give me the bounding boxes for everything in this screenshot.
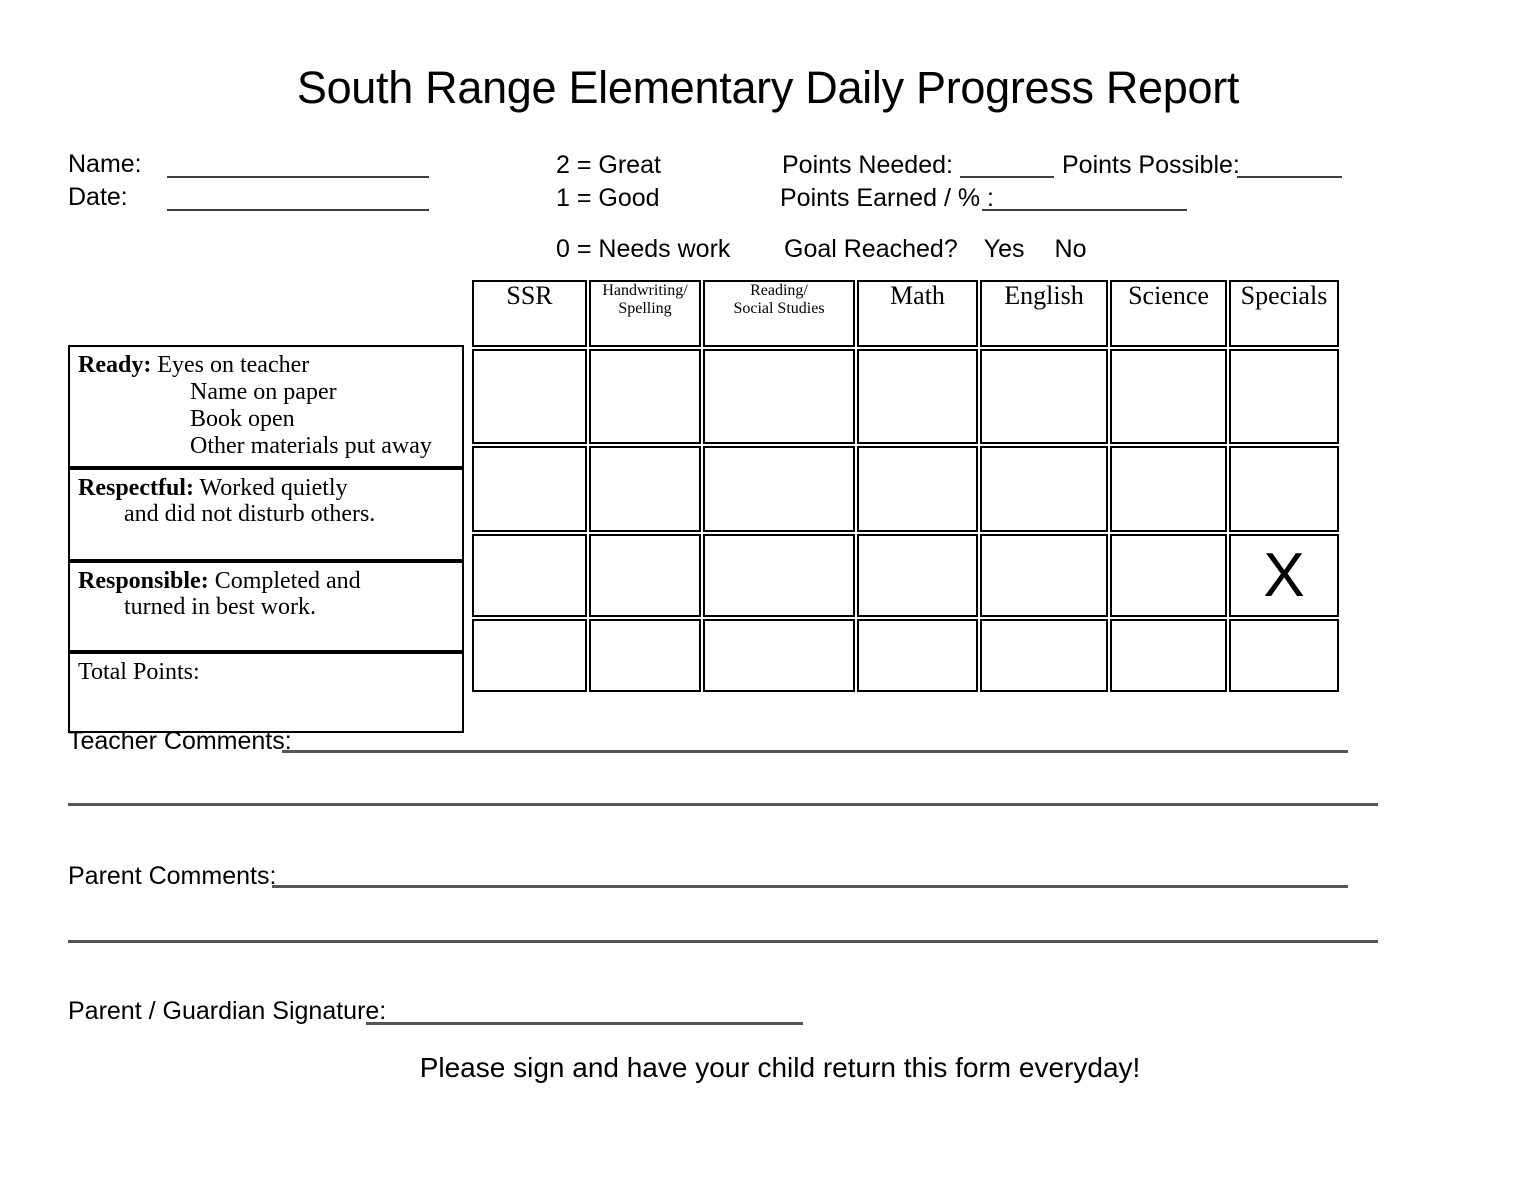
score-cell-total-science[interactable] <box>1110 619 1227 692</box>
score-cell-responsible-science[interactable] <box>1110 534 1227 617</box>
column-header-science-line1: Science <box>1128 281 1209 310</box>
score-cell-respectful-rss[interactable] <box>703 446 855 532</box>
teacher-comments-line-1[interactable] <box>282 750 1348 753</box>
column-header-math-line1: Math <box>890 281 945 310</box>
score-cell-responsible-specials[interactable]: X <box>1229 534 1339 617</box>
column-header-math <box>857 280 978 347</box>
row-label-respectful <box>68 468 464 561</box>
parent-guardian-signature-label: Parent / Guardian Signature: <box>68 997 387 1025</box>
scoring-key-2: 2 = Great <box>556 151 661 179</box>
score-cell-ready-science[interactable] <box>1110 349 1227 444</box>
row-label-responsible <box>68 561 464 652</box>
score-cell-respectful-hw[interactable] <box>589 446 701 532</box>
column-header-rss-line2: Social Studies <box>733 299 825 317</box>
row-title-total-points: Total Points: <box>78 658 200 685</box>
name-label: Name: <box>68 150 142 178</box>
scoring-key-0: 0 = Needs work <box>556 235 731 263</box>
table-row <box>68 468 464 561</box>
score-cell-total-ssr[interactable] <box>472 619 587 692</box>
column-header-science <box>1110 280 1227 347</box>
scoring-key-1: 1 = Good <box>556 184 660 212</box>
parent-comments-line-2[interactable] <box>68 940 1378 943</box>
row-detail-ready-4: Other materials put away <box>190 432 432 459</box>
score-cell-responsible-english[interactable] <box>980 534 1108 617</box>
score-row-total-points <box>472 619 1339 692</box>
score-cell-total-rss[interactable] <box>703 619 855 692</box>
score-cell-responsible-math[interactable] <box>857 534 978 617</box>
page-title: South Range Elementary Daily Progress Report <box>296 62 1240 113</box>
goal-reached-group <box>784 237 1087 262</box>
column-header-english-line1: English <box>1004 281 1084 310</box>
score-cell-respectful-specials[interactable] <box>1229 446 1339 532</box>
date-input-line[interactable] <box>167 209 429 211</box>
row-detail-responsible-1: Completed and <box>214 567 361 594</box>
score-cell-total-math[interactable] <box>857 619 978 692</box>
row-title-respectful: Respectful: <box>78 474 194 501</box>
score-row-ready <box>472 349 1339 444</box>
score-cell-responsible-rss[interactable] <box>703 534 855 617</box>
column-header-ssr <box>472 280 587 347</box>
score-cell-respectful-science[interactable] <box>1110 446 1227 532</box>
footer-note: Please sign and have your child return this form everyday! <box>419 1052 1141 1083</box>
column-header-hw-line1: Handwriting/ <box>602 282 688 299</box>
points-earned-input-line[interactable] <box>982 209 1187 211</box>
goal-option-yes[interactable]: Yes <box>983 235 1025 263</box>
row-detail-ready-2: Name on paper <box>190 378 337 405</box>
score-cell-ready-hw[interactable] <box>589 349 701 444</box>
row-label-ready <box>68 345 464 468</box>
score-cell-ready-specials[interactable] <box>1229 349 1339 444</box>
column-header-handwriting-spelling <box>589 280 701 347</box>
row-detail-ready-3: Book open <box>190 405 295 432</box>
column-header-reading-social-studies <box>703 280 855 347</box>
row-detail-respectful-2: and did not disturb others. <box>124 501 376 528</box>
points-needed-label: Points Needed: <box>782 151 953 179</box>
column-header-hw-line2: Spelling <box>618 299 672 317</box>
score-cell-total-english[interactable] <box>980 619 1108 692</box>
column-header-specials <box>1229 280 1339 347</box>
behavior-label-table <box>68 345 464 733</box>
score-cell-respectful-ssr[interactable] <box>472 446 587 532</box>
teacher-comments-line-2[interactable] <box>68 803 1378 806</box>
score-cell-ready-ssr[interactable] <box>472 349 587 444</box>
points-possible-input-line[interactable] <box>1237 176 1342 178</box>
date-label: Date: <box>68 183 128 211</box>
row-title-ready: Ready: <box>78 352 152 378</box>
goal-option-no[interactable]: No <box>1054 235 1087 263</box>
score-cell-total-specials[interactable] <box>1229 619 1339 692</box>
score-grid-header-row <box>472 280 1339 347</box>
score-cell-responsible-ssr[interactable] <box>472 534 587 617</box>
points-possible-label: Points Possible: <box>1062 151 1240 179</box>
score-row-responsible <box>472 534 1339 617</box>
score-row-respectful <box>472 446 1339 532</box>
score-cell-respectful-english[interactable] <box>980 446 1108 532</box>
row-detail-respectful-1: Worked quietly <box>199 474 348 501</box>
column-header-ssr-line1: SSR <box>506 281 553 310</box>
score-cell-total-hw[interactable] <box>589 619 701 692</box>
score-cell-ready-math[interactable] <box>857 349 978 444</box>
parent-comments-label: Parent Comments: <box>68 862 277 890</box>
name-input-line[interactable] <box>167 176 429 178</box>
points-earned-label: Points Earned / % : <box>780 184 995 212</box>
row-label-total-points <box>68 652 464 733</box>
column-header-rss-line1: Reading/ <box>750 282 808 299</box>
parent-comments-line-1[interactable] <box>272 885 1348 888</box>
row-title-responsible: Responsible: <box>78 567 209 594</box>
score-cell-responsible-hw[interactable] <box>589 534 701 617</box>
score-cell-ready-english[interactable] <box>980 349 1108 444</box>
points-needed-input-line[interactable] <box>960 176 1054 178</box>
column-header-specials-line1: Specials <box>1240 281 1328 310</box>
table-row <box>68 345 464 468</box>
score-cell-ready-rss[interactable] <box>703 349 855 444</box>
teacher-comments-label: Teacher Comments: <box>68 727 292 755</box>
table-row <box>68 652 464 733</box>
row-detail-responsible-2: turned in best work. <box>124 594 316 621</box>
table-row <box>68 561 464 652</box>
column-header-english <box>980 280 1108 347</box>
score-grid-table <box>470 278 1341 694</box>
goal-reached-label: Goal Reached? <box>784 235 958 263</box>
parent-guardian-signature-line[interactable] <box>366 1022 803 1025</box>
row-detail-ready-1: Eyes on teacher <box>157 352 310 378</box>
score-cell-respectful-math[interactable] <box>857 446 978 532</box>
